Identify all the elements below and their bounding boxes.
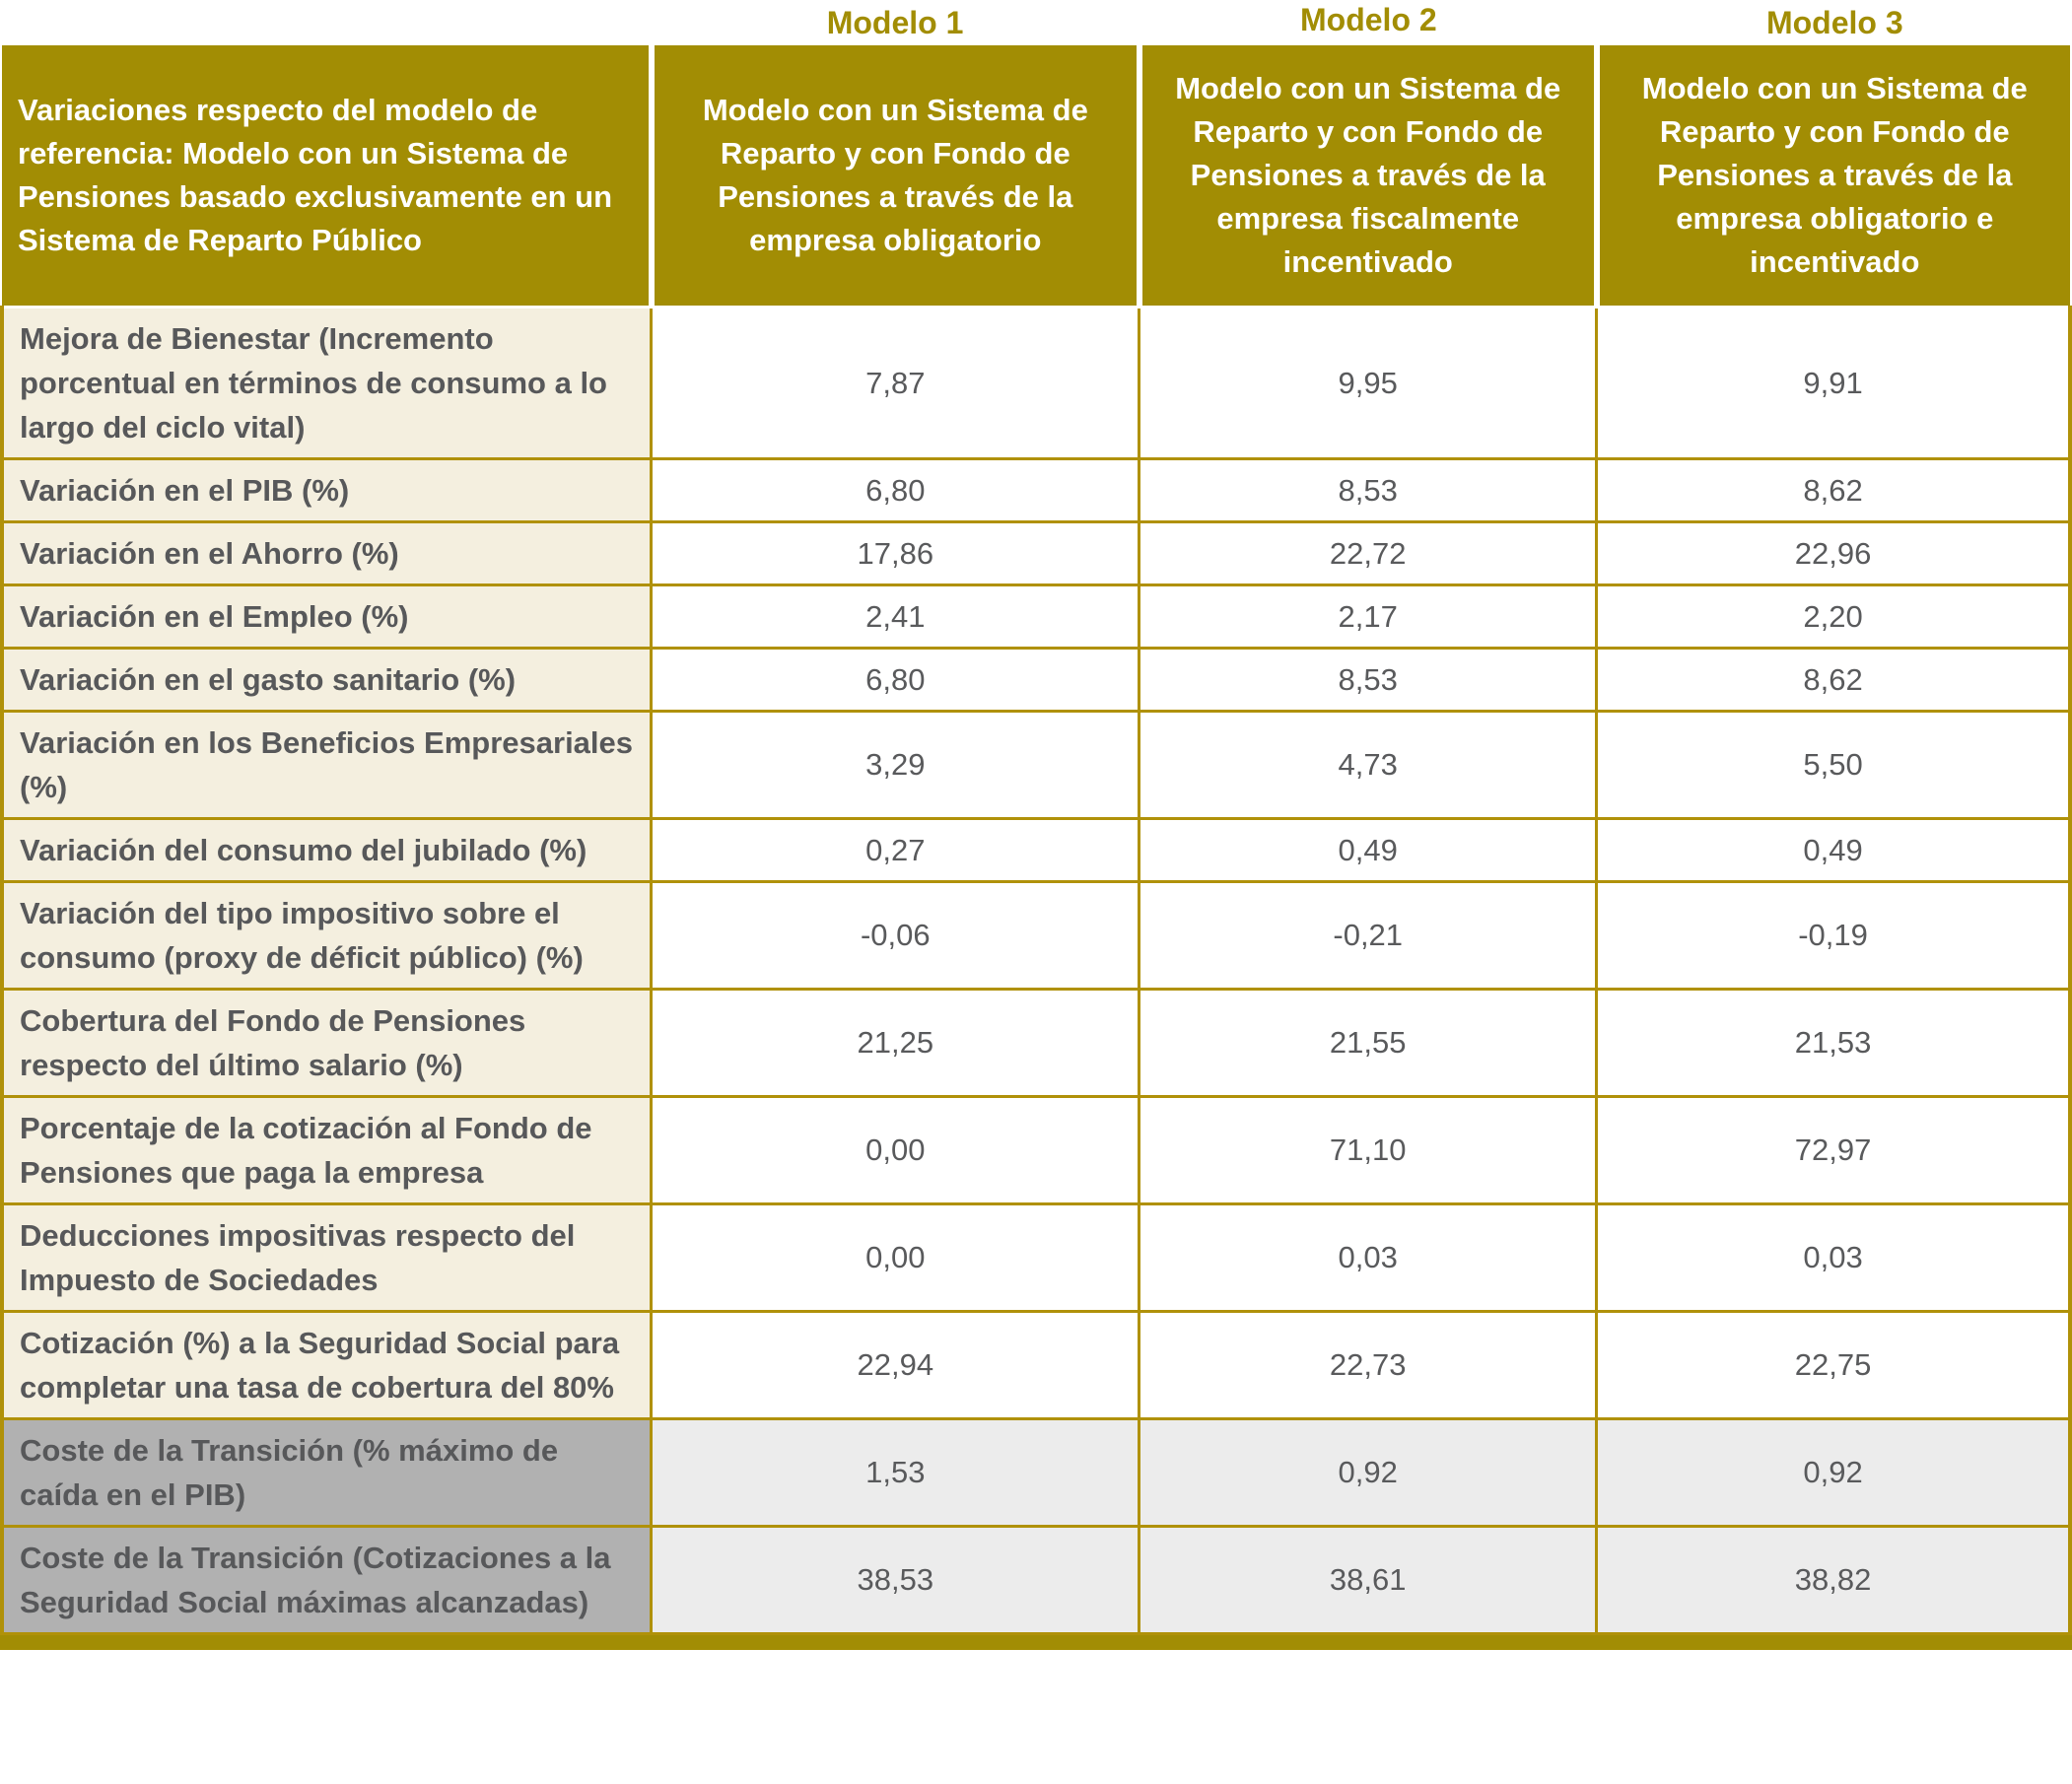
value-cell-model-3: 8,62	[1597, 649, 2070, 712]
table-row	[2, 459, 2070, 522]
value-cell-model-1: 1,53	[652, 1419, 1140, 1527]
value-cell-model-3: -0,19	[1597, 882, 2070, 990]
value-cell-model-2: 38,61	[1140, 1527, 1597, 1634]
value-cell-model-2: 4,73	[1140, 712, 1597, 819]
model-titles-row	[0, 0, 2072, 45]
row-label-cell: Variación del consumo del jubilado (%)	[2, 819, 652, 882]
model-1-title: Modelo 1	[826, 4, 964, 40]
value-cell-model-3: 22,96	[1597, 522, 2070, 585]
table-row	[2, 308, 2070, 459]
value-cell-model-3: 38,82	[1597, 1527, 2070, 1634]
table-row	[2, 990, 2070, 1097]
value-cell-model-2: 0,03	[1140, 1204, 1597, 1312]
model-2-title: Modelo 2	[1300, 1, 1437, 37]
table-row	[2, 882, 2070, 990]
value-cell-model-1: 0,27	[652, 819, 1140, 882]
table-row	[2, 1312, 2070, 1419]
row-label-cell: Variación en el gasto sanitario (%)	[2, 649, 652, 712]
value-cell-model-1: 7,87	[652, 308, 1140, 459]
row-label-cell: Variación del tipo impositivo sobre el consumo (proxy de déficit público) (%)	[2, 882, 652, 990]
value-cell-model-1: 22,94	[652, 1312, 1140, 1419]
row-label-cell: Cobertura del Fondo de Pensiones respecto del último salario (%)	[2, 990, 652, 1097]
value-cell-model-2: 0,49	[1140, 819, 1597, 882]
table-row	[2, 1204, 2070, 1312]
bottom-gold-bar	[0, 1635, 2072, 1650]
table-row	[2, 819, 2070, 882]
value-cell-model-2: 0,92	[1140, 1419, 1597, 1527]
reference-model-header: Variaciones respecto del modelo de referencia: Modelo con un Sistema de Pensiones basado exclusivamente en un Sistema de Reparto Público	[2, 45, 652, 308]
row-label-cell: Coste de la Transición (Cotizaciones a la Seguridad Social máximas alcanzadas)	[2, 1527, 652, 1634]
row-label-cell: Variación en los Beneficios Empresariales (%)	[2, 712, 652, 819]
value-cell-model-2: -0,21	[1140, 882, 1597, 990]
row-label-cell: Coste de la Transición (% máximo de caída en el PIB)	[2, 1419, 652, 1527]
value-cell-model-3: 0,92	[1597, 1419, 2070, 1527]
table-row	[2, 712, 2070, 819]
model-1-column-header: Modelo con un Sistema de Reparto y con Fondo de Pensiones a través de la empresa obligatorio	[652, 45, 1140, 308]
row-label-cell: Deducciones impositivas respecto del Impuesto de Sociedades	[2, 1204, 652, 1312]
model-3-column-header: Modelo con un Sistema de Reparto y con Fondo de Pensiones a través de la empresa obligatorio e incentivado	[1597, 45, 2070, 308]
value-cell-model-1: 21,25	[652, 990, 1140, 1097]
table-row	[2, 585, 2070, 649]
row-label-cell: Variación en el Ahorro (%)	[2, 522, 652, 585]
value-cell-model-2: 9,95	[1140, 308, 1597, 459]
model-3-title: Modelo 3	[1765, 4, 1903, 40]
value-cell-model-3: 72,97	[1597, 1097, 2070, 1204]
row-label-cell: Porcentaje de la cotización al Fondo de Pensiones que paga la empresa	[2, 1097, 652, 1204]
value-cell-model-2: 2,17	[1140, 585, 1597, 649]
value-cell-model-3: 5,50	[1597, 712, 2070, 819]
value-cell-model-2: 22,72	[1140, 522, 1597, 585]
table-row	[2, 1419, 2070, 1527]
value-cell-model-3: 8,62	[1597, 459, 2070, 522]
row-label-cell: Mejora de Bienestar (Incremento porcentual en términos de consumo a lo largo del ciclo vital)	[2, 308, 652, 459]
value-cell-model-2: 21,55	[1140, 990, 1597, 1097]
value-cell-model-1: 6,80	[652, 649, 1140, 712]
table-row	[2, 522, 2070, 585]
value-cell-model-1: 0,00	[652, 1097, 1140, 1204]
table-row	[2, 1097, 2070, 1204]
table-row	[2, 649, 2070, 712]
value-cell-model-1: 17,86	[652, 522, 1140, 585]
table-header-row	[2, 45, 2070, 308]
value-cell-model-1: 6,80	[652, 459, 1140, 522]
comparison-table	[0, 45, 2072, 1635]
value-cell-model-1: 0,00	[652, 1204, 1140, 1312]
row-label-cell: Cotización (%) a la Seguridad Social para completar una tasa de cobertura del 80%	[2, 1312, 652, 1419]
value-cell-model-3: 22,75	[1597, 1312, 2070, 1419]
value-cell-model-1: 38,53	[652, 1527, 1140, 1634]
value-cell-model-3: 9,91	[1597, 308, 2070, 459]
value-cell-model-3: 0,03	[1597, 1204, 2070, 1312]
value-cell-model-3: 2,20	[1597, 585, 2070, 649]
value-cell-model-2: 8,53	[1140, 459, 1597, 522]
value-cell-model-1: -0,06	[652, 882, 1140, 990]
row-label-cell: Variación en el PIB (%)	[2, 459, 652, 522]
table-row	[2, 1527, 2070, 1634]
value-cell-model-2: 8,53	[1140, 649, 1597, 712]
value-cell-model-3: 21,53	[1597, 990, 2070, 1097]
value-cell-model-2: 71,10	[1140, 1097, 1597, 1204]
value-cell-model-3: 0,49	[1597, 819, 2070, 882]
value-cell-model-1: 3,29	[652, 712, 1140, 819]
value-cell-model-2: 22,73	[1140, 1312, 1597, 1419]
model-2-column-header: Modelo con un Sistema de Reparto y con Fondo de Pensiones a través de la empresa fiscalmente incentivado	[1140, 45, 1597, 308]
row-label-cell: Variación en el Empleo (%)	[2, 585, 652, 649]
value-cell-model-1: 2,41	[652, 585, 1140, 649]
